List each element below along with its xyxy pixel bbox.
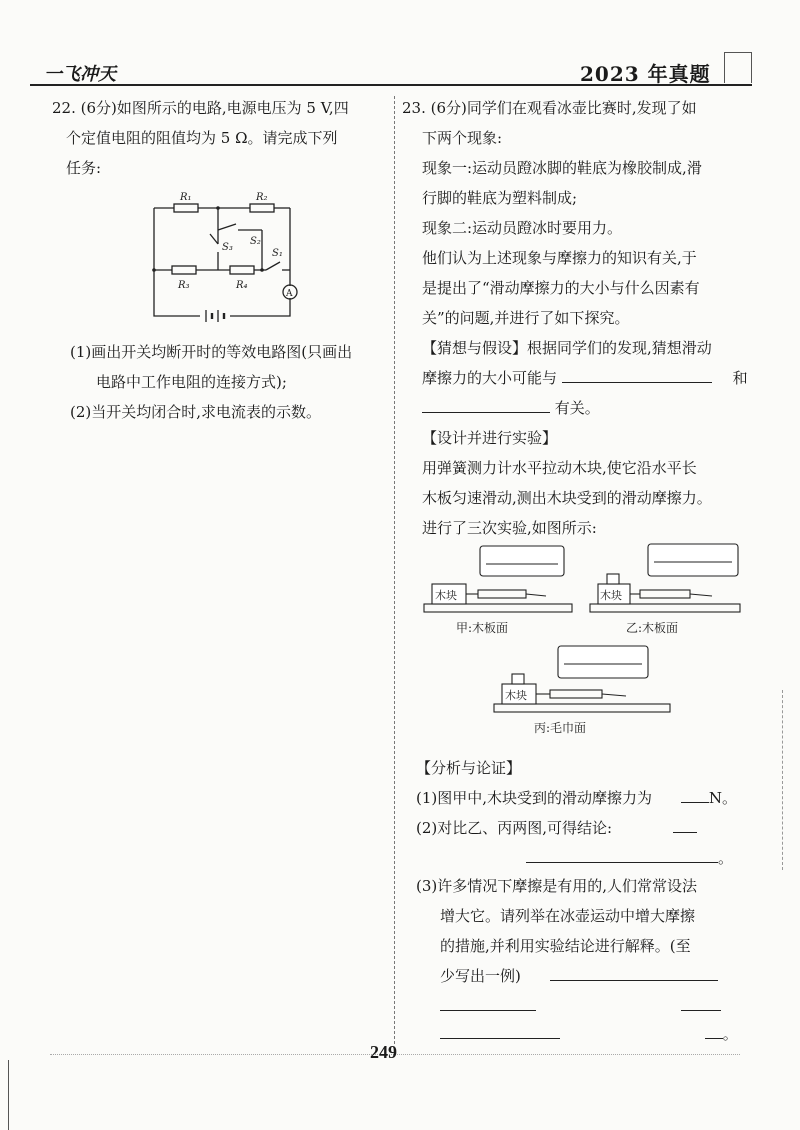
q23-a1-unit: N。 [708,789,737,807]
answer-blank-example-a[interactable] [550,966,718,981]
weight-c [512,674,524,684]
answer-blank-example-b[interactable] [440,996,536,1011]
q23-a2-text: (2)对比乙、丙两图,可得结论: [416,819,613,837]
answer-blank-example-c[interactable] [681,996,721,1011]
weight-b [607,574,619,584]
caption-a: 甲:木板面 [456,621,509,635]
label-r1: R₁ [180,192,192,203]
page-number: 249 [370,1042,397,1062]
q23-a1 [416,788,737,808]
label-s3: S₃ [222,242,233,253]
q23-design-line1: 用弹簧测力计水平拉动木块,使它沿水平长 [422,459,697,477]
scale-zoom-a [480,546,564,576]
block-label-c: 木块 [505,689,527,702]
binding-margin [782,690,783,870]
answer-blank-factor2[interactable] [422,398,550,413]
answer-blank-friction[interactable] [681,788,709,803]
page-title: 2023 年真题 [580,62,711,86]
experiment-figure [420,540,746,740]
q22-task1-line1: (1)画出开关均断开时的等效电路图(只画出 [70,343,353,361]
q23-a3-line2: 增大它。请列举在冰壶运动中增大摩擦 [440,907,696,925]
brand-logo: 一飞冲天 [44,64,116,85]
scale-zoom-b [648,544,738,576]
answer-blank-conclusion-a[interactable] [673,818,697,833]
answer-blank-example-e[interactable] [705,1024,723,1039]
q23-a2 [416,818,697,838]
q23-a3-line4-text: 少写出一例) [440,967,521,985]
q23-phen1-line2: 行脚的鞋底为塑料制成; [422,189,578,207]
q23-phen2: 现象二:运动员蹬冰时要用力。 [422,219,623,237]
q23-a2-cont [526,848,733,868]
label-s1: S₁ [272,248,283,259]
circuit-diagram [140,186,320,326]
q23-guess-end: 有关。 [554,399,600,417]
board-c [494,704,670,712]
left-edge-bar [8,1060,9,1130]
label-r4: R₄ [236,280,248,291]
header-rule [30,84,752,86]
q23-guess-line3 [422,398,600,418]
spring-scale-c [550,690,602,698]
q22-line2: 个定值电阻的阻值均为 5 Ω。请完成下列 [66,129,338,147]
q23-analysis-title: 【分析与论证】 [416,759,522,777]
q23-guess-line2-text: 摩擦力的大小可能与 [422,369,558,387]
q22-task1-line2: 电路中工作电阻的连接方式); [96,373,287,391]
q23-design-title: 【设计并进行实验】 [422,429,558,447]
q23-para-line3: 关”的问题,并进行了如下探究。 [422,309,630,327]
label-ammeter: A [286,289,293,299]
answer-blank-factor1[interactable] [562,368,712,383]
q23-guess-line2 [422,368,748,388]
resistor-r3 [172,266,196,274]
board-b [590,604,740,612]
block-label-a: 木块 [435,589,457,602]
q23-a2-end: 。 [718,849,734,867]
q23-a3-line4 [440,966,718,986]
q23-para-line2: 是提出了“滑动摩擦力的大小与什么因素有 [422,279,700,297]
answer-blank-conclusion-b[interactable] [526,848,718,863]
label-r2: R₂ [256,192,268,203]
q23-design-line2: 木板匀速滑动,测出木块受到的滑动摩擦力。 [422,489,712,507]
caption-c: 丙:毛巾面 [534,721,587,735]
q23-guess-line1: 【猜想与假设】根据同学们的发现,猜想滑动 [422,339,712,357]
block-label-b: 木块 [600,589,622,602]
q23-a3-end: 。 [722,1025,738,1043]
q23-a3-line6 [440,1024,738,1044]
q23-a1-text: (1)图甲中,木块受到的滑动摩擦力为 [416,789,653,807]
column-divider [394,96,395,1044]
answer-blank-example-d[interactable] [440,1024,560,1039]
spring-scale-b [640,590,690,598]
q23-phen1-line1: 现象一:运动员蹬冰脚的鞋底为橡胶制成,滑 [422,159,702,177]
resistor-r1 [174,204,198,212]
resistor-r4 [230,266,254,274]
label-r3: R₃ [178,280,190,291]
q23-a3-line3: 的措施,并利用实验结论进行解释。(至 [440,937,691,955]
q22-line1: 22. (6分)如图所示的电路,电源电压为 5 V,四 [52,99,349,117]
label-s2: S₂ [250,236,261,247]
q23-a3-line1: (3)许多情况下摩擦是有用的,人们常常设法 [416,877,698,895]
scale-zoom-c [558,646,648,678]
q23-line1: 23. (6分)同学们在观看冰壶比赛时,发现了如 [402,99,697,117]
q23-design-line3: 进行了三次实验,如图所示: [422,519,597,537]
q22-task2: (2)当开关均闭合时,求电流表的示数。 [70,403,322,421]
caption-b: 乙:木板面 [626,621,679,635]
q23-para-line1: 他们认为上述现象与摩擦力的知识有关,于 [422,249,697,267]
spring-scale-a [478,590,526,598]
q23-guess-and: 和 [732,369,748,387]
board-a [424,604,572,612]
q23-a3-line5 [440,996,721,1016]
q22-line3: 任务: [66,159,102,177]
q23-line2: 下两个现象: [422,129,503,147]
resistor-r2 [250,204,274,212]
corner-mark [724,52,752,83]
